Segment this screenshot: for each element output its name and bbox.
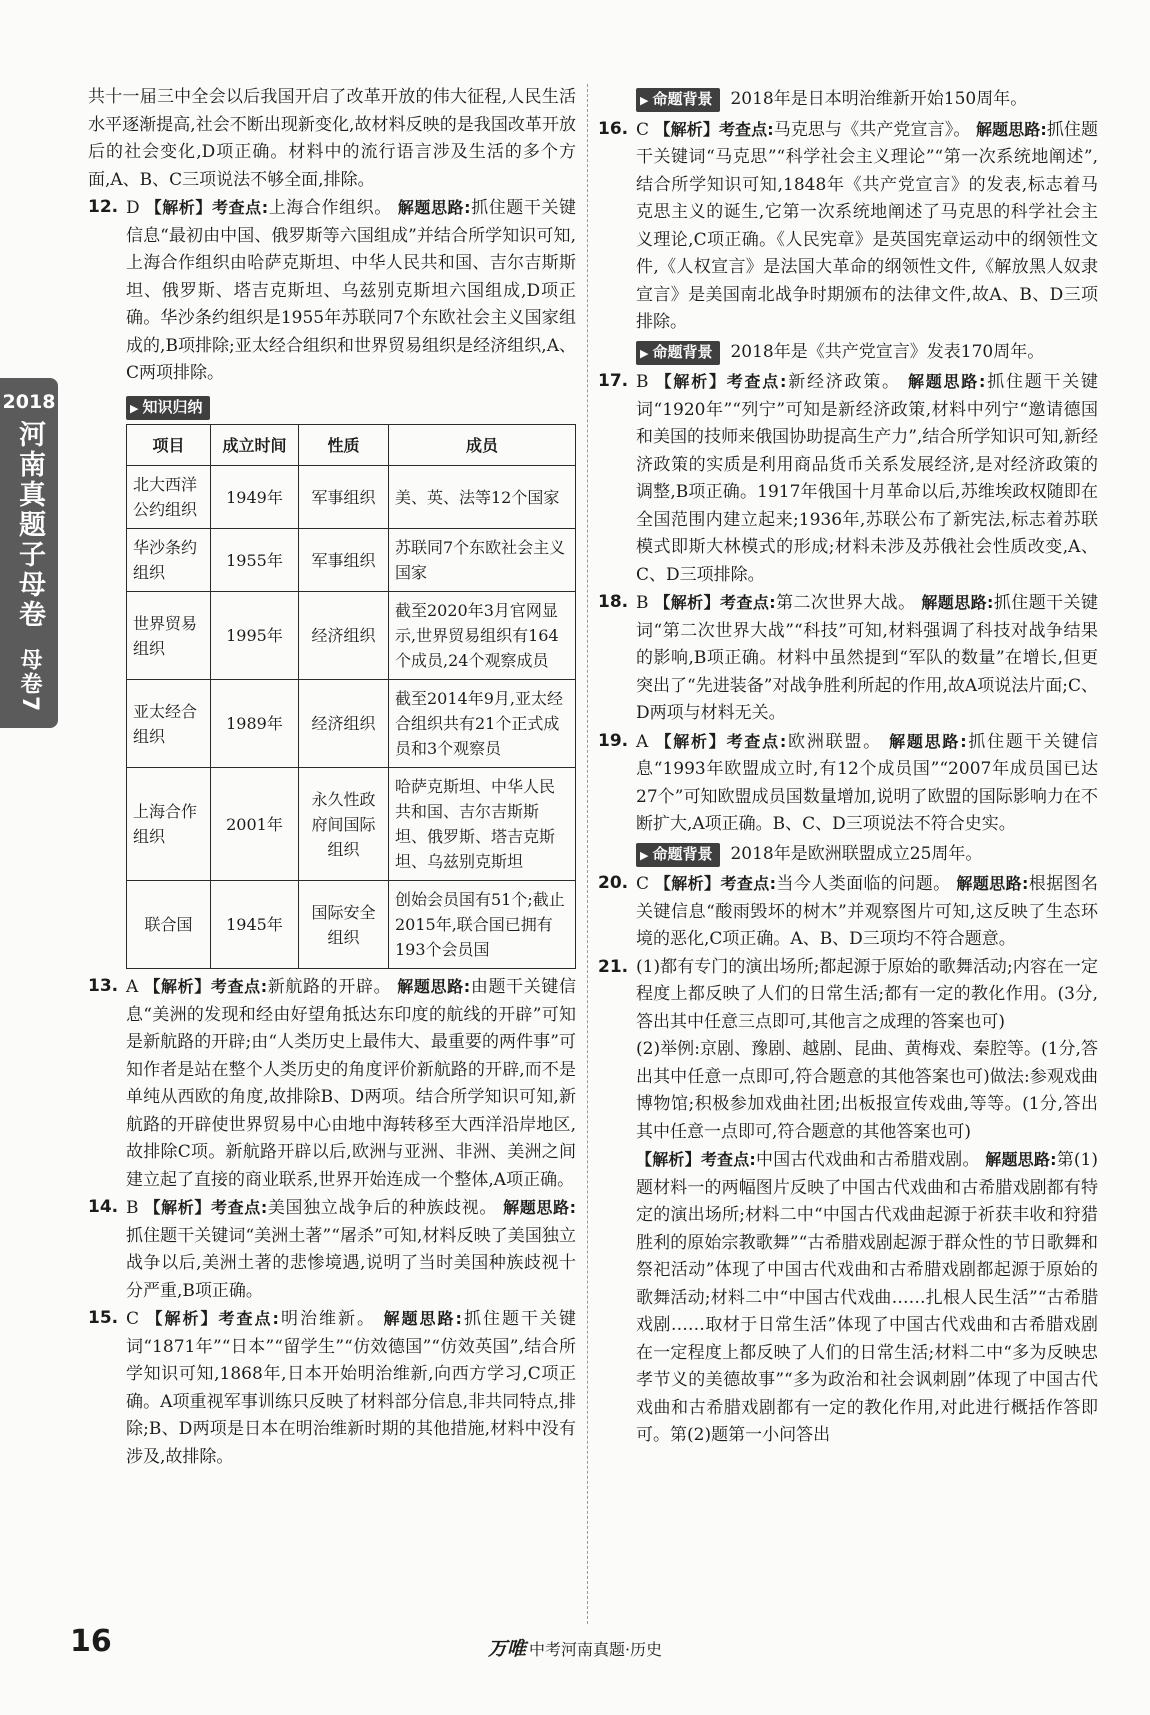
approach-label: 解题思路: xyxy=(397,198,471,217)
answer-13 xyxy=(88,973,576,1194)
table-cell: 1995年 xyxy=(211,592,299,680)
analysis-label: 【解析】 xyxy=(655,372,727,391)
table-cell: 军事组织 xyxy=(299,529,389,592)
question-number: 16. xyxy=(598,118,629,139)
approach-text: 抓住题干关键信息“1993年欧盟成立时,有12个成员国”“2007年成员国已达27个”可知欧盟成员国数量增加,说明了欧盟的国际影响力在不断扩大,A项正确。B、C、D三项说法不符合史实。 xyxy=(636,731,1099,834)
answer-15 xyxy=(88,1305,576,1471)
background-tag: ▶ 命题背景 xyxy=(636,341,720,365)
background-text: 2018年是日本明治维新开始150周年。 xyxy=(730,89,1028,109)
topic-label: 考查点: xyxy=(218,1309,279,1328)
table-cell: 华沙条约组织 xyxy=(127,529,211,592)
answer-choice: B xyxy=(636,372,649,392)
page-number: 16 xyxy=(70,1624,112,1659)
triangle-icon: ▶ xyxy=(640,848,649,862)
background-text: 2018年是欧洲联盟成立25周年。 xyxy=(730,843,983,864)
analysis-label: 【解析】 xyxy=(146,1309,219,1328)
answer-21-part-1: (1)都有专门的演出场所;都起源于原始的歌舞活动;内容在一定程度上都反映了人们的日常生活;都有一定的教化作用。(3分,答出其中任意三点即可,其他言之成理的答案也可) xyxy=(636,956,1098,1032)
background-tag: ▶ 命题背景 xyxy=(636,88,720,112)
topic-text: 马克思与《共产党宣言》。 xyxy=(773,119,971,140)
table-cell: 1955年 xyxy=(211,529,299,592)
answer-choice: C xyxy=(126,1309,140,1329)
topic-label: 考查点: xyxy=(720,593,776,612)
answer-choice: C xyxy=(636,874,650,894)
side-tab-subtitle: 母卷7 xyxy=(17,648,42,714)
answer-18 xyxy=(598,589,1098,728)
table-cell: 1949年 xyxy=(211,466,299,529)
topic-label: 考查点: xyxy=(211,198,269,217)
intro-paragraph: 共十一届三中全会以后我国开启了改革开放的伟大征程,人民生活水平逐渐提高,社会不断出现新变化,故材料反映的是我国改革开放后的社会变化,D项正确。材料中的流行语言涉及生活的多个方面,A、B、C三项说法不够全面,排除。 xyxy=(88,87,576,190)
table-row xyxy=(127,592,576,680)
table-cell: 永久性政府间国际组织 xyxy=(299,768,389,881)
table-header: 成员 xyxy=(389,425,576,466)
side-tab-year: 2018 xyxy=(2,391,56,413)
table-row xyxy=(127,680,576,768)
table-cell: 上海合作组织 xyxy=(127,768,211,881)
approach-label: 解题思路: xyxy=(907,372,986,391)
table-cell: 截至2014年9月,亚太经合组织共有21个正式成员和3个观察员 xyxy=(389,680,576,768)
answer-16 xyxy=(598,116,1098,337)
side-tab xyxy=(0,378,58,728)
analysis-label: 【解析】 xyxy=(144,1198,212,1217)
table-header: 成立时间 xyxy=(211,425,299,466)
question-number: 17. xyxy=(598,371,629,391)
answer-14 xyxy=(88,1194,576,1305)
knowledge-table xyxy=(126,424,576,969)
background-note-1 xyxy=(598,86,1098,114)
analysis-label: 【解析】 xyxy=(654,874,721,893)
approach-text: 根据图名关键信息“酸雨毁坏的树木”并观察图片可知,这反映了生态环境的恶化,C项正确。A、B、D三项均不符合题意。 xyxy=(636,874,1099,949)
topic-text: 中国古代戏曲和古希腊戏剧。 xyxy=(755,1150,980,1170)
topic-text: 欧洲联盟。 xyxy=(786,731,882,752)
question-number: 19. xyxy=(598,730,629,751)
background-note-2 xyxy=(598,339,1098,367)
table-row xyxy=(127,529,576,592)
topic-text: 第二次世界大战。 xyxy=(775,593,916,613)
right-column xyxy=(598,84,1098,1450)
table-cell: 世界贸易组织 xyxy=(127,592,211,680)
table-header: 性质 xyxy=(299,425,389,466)
table-cell: 国际安全组织 xyxy=(299,881,389,969)
answer-19 xyxy=(598,728,1098,839)
analysis-label: 【解析】 xyxy=(655,731,727,751)
approach-label: 解题思路: xyxy=(383,1309,462,1328)
analysis-label: 【解析】 xyxy=(654,593,721,612)
approach-text: 抓住题干关键词“美洲土著”“屠杀”可知,材料反映了美国独立战争以后,美洲土著的悲惨境遇,说明了当时美国种族歧视十分严重,B项正确。 xyxy=(126,1225,576,1301)
approach-text: 抓住题干关键词“第二次世界大战”“科技”可知,材料强调了科技对战争结果的影响,B项正确。材料中虽然提到“军队的数量”在增长,但更突出了“先进装备”对战争胜利所起的作用,故A项说法片面;C、D两项与材料无关。 xyxy=(636,593,1098,723)
analysis-label: 【解析】 xyxy=(145,198,212,217)
question-number: 14. xyxy=(88,1197,119,1217)
question-number: 21. xyxy=(598,956,629,977)
topic-text: 新航路的开辟。 xyxy=(267,977,392,997)
approach-text: 抓住题干关键词“1871年”“日本”“留学生”“仿效德国”“仿效英国”,结合所学知识可知,1868年,日本开始明治维新,向西方学习,C项正确。A项重视军事训练只反映了材料部分信息,非共同特点,排除;B、D两项是日本在明治维新时期的其他措施,材料中没有涉及,故排除。 xyxy=(126,1309,577,1467)
table-cell: 亚太经合组织 xyxy=(127,680,211,768)
answer-choice: A xyxy=(636,731,649,752)
background-tag: ▶ 命题背景 xyxy=(636,843,720,867)
topic-label: 考查点: xyxy=(211,1198,268,1217)
approach-label: 解题思路: xyxy=(889,731,967,751)
analysis-label: 【解析】 xyxy=(144,977,211,996)
table-row xyxy=(127,768,576,881)
table-cell: 2001年 xyxy=(211,768,299,881)
topic-label: 考查点: xyxy=(720,874,777,893)
topic-text: 明治维新。 xyxy=(278,1309,377,1329)
footer-brand xyxy=(0,1636,1150,1664)
table-cell: 截至2020年3月官网显示,世界贸易组织有164个成员,24个观察成员 xyxy=(389,592,576,680)
table-cell: 联合国 xyxy=(127,881,211,969)
table-cell: 哈萨克斯坦、中华人民共和国、吉尔吉斯斯坦、俄罗斯、塔吉克斯坦、乌兹别克斯坦 xyxy=(389,768,576,881)
table-cell: 1945年 xyxy=(211,881,299,969)
approach-label: 解题思路: xyxy=(921,593,994,612)
table-cell: 经济组织 xyxy=(299,592,389,680)
table-header-row xyxy=(127,425,576,466)
topic-text: 美国独立战争后的种族歧视。 xyxy=(267,1198,498,1218)
answer-choice: C xyxy=(636,119,650,140)
table-header: 项目 xyxy=(127,425,211,466)
topic-label: 考查点: xyxy=(210,977,268,996)
question-number: 20. xyxy=(598,873,629,893)
knowledge-tag: ▶ 知识归纳 xyxy=(126,396,210,420)
analysis-label: 【解析】 xyxy=(636,1150,701,1169)
approach-label: 解题思路: xyxy=(956,874,1029,893)
table-row xyxy=(127,466,576,529)
approach-text: 抓住题干关键词“1920年”“列宁”可知是新经济政策,材料中列宁“邀请德国和美国的技师来俄国协助提高生产力”,结合所学知识可知,新经济政策的实质是利用商品货币关系发展经济,是对经济政策的调整,B项正确。1917年俄国十月革命以后,苏维埃政权随即在全国范围内建立起来;1936年,苏联公布了新宪法,标志着苏联模式即斯大林模式的形成;材料未涉及苏俄社会性质改变,A、C、D三项排除。 xyxy=(636,372,1099,585)
table-cell: 北大西洋公约组织 xyxy=(127,466,211,529)
table-cell: 经济组织 xyxy=(299,680,389,768)
triangle-icon: ▶ xyxy=(640,346,649,360)
approach-label: 解题思路: xyxy=(503,1198,576,1217)
question-number: 18. xyxy=(598,592,629,612)
brand-logo: 万唯 xyxy=(487,1638,526,1660)
approach-text: 抓住题干关键词“马克思”“科学社会主义理论”“第一次系统地阐述”,结合所学知识可知,1848年《共产党宣言》的发表,标志着马克思主义的诞生,它第一次系统地阐述了马克思的科学社会主义理论,C项正确。《人民宪章》是英国宪章运动中的纲领性文件,《人权宣言》是法国大革命的纲领性文件,《解放黑人奴隶宣言》是美国南北战争时期颁布的法律文件,故A、B、D三项排除。 xyxy=(636,119,1099,332)
table-row xyxy=(127,881,576,969)
topic-label: 考查点: xyxy=(700,1150,756,1169)
question-number: 12. xyxy=(88,197,119,217)
triangle-icon: ▶ xyxy=(640,94,649,107)
answer-choice: B xyxy=(126,1198,139,1218)
analysis-label: 【解析】 xyxy=(654,119,719,139)
background-note-3 xyxy=(598,841,1098,869)
footer-title: 中考河南真题·历史 xyxy=(528,1640,663,1659)
topic-text: 上海合作组织。 xyxy=(268,198,392,218)
approach-text: 由题干关键信息“美洲的发现和经由好望角抵达东印度的航线的开辟”可知是新航路的开辟;由“人类历史上最伟大、最重要的两件事”可知作者是站在整个人类历史的角度评价新航路的开辟,而不是单纯从西欧的角度,故排除B、D两项。结合所学知识可知,新航路的开辟使世界贸易中心由地中海转移至大西洋沿岸地区,故排除C项。新航路开辟以后,欧洲与亚洲、非洲、美洲之间建立起了直接的商业联系,世界开始连成一个整体,A项正确。 xyxy=(126,977,576,1190)
answer-choice: B xyxy=(636,593,649,613)
knowledge-summary-heading xyxy=(126,394,576,422)
side-tab-title: 河南真题子母卷 xyxy=(14,420,45,630)
topic-text: 新经济政策。 xyxy=(786,372,901,392)
approach-label: 解题思路: xyxy=(397,977,471,996)
approach-label: 解题思路: xyxy=(975,119,1047,139)
table-cell: 创始会员国有51个;截止2015年,联合国已拥有193个会员国 xyxy=(389,881,576,969)
answer-21 xyxy=(598,954,1098,1450)
table-cell: 军事组织 xyxy=(299,466,389,529)
question-number: 15. xyxy=(88,1308,119,1328)
left-column xyxy=(88,84,576,1471)
approach-label: 解题思路: xyxy=(985,1150,1057,1169)
answer-choice: D xyxy=(126,198,140,218)
answer-20 xyxy=(598,870,1098,954)
topic-label: 考查点: xyxy=(718,119,774,139)
approach-text: 抓住题干关键信息“最初由中国、俄罗斯等六国组成”并结合所学知识可知,上海合作组织由哈萨克斯坦、中华人民共和国、吉尔吉斯斯坦、俄罗斯、塔吉克斯坦、乌兹别克斯坦六国组成,D项正确。华沙条约组织是1955年苏联同7个东欧社会主义国家组成的,B项排除;亚太经合组织和世界贸易组织是经济组织,A、C两项排除。 xyxy=(126,198,577,383)
topic-text: 当今人类面临的问题。 xyxy=(776,874,951,894)
table-cell: 美、英、法等12个国家 xyxy=(389,466,576,529)
answer-21-part-2: (2)举例:京剧、豫剧、越剧、昆曲、黄梅戏、秦腔等。(1分,答出其中任意一点即可,符合题意的其他答案也可)做法:参观戏曲博物馆;积极参加戏曲社团;出板报宣传戏曲,等等。(1分,答出其中任意一点即可,符合题意的其他答案也可) xyxy=(636,1039,1098,1142)
approach-text: 第(1)题材料一的两幅图片反映了中国古代戏曲和古希腊戏剧都有特定的演出场所;材料二中“中国古代戏曲起源于祈获丰收和狩猎胜利的原始宗教歌舞”“古希腊戏剧起源于群众性的节日歌舞和祭祀活动”体现了中国古代戏曲和古希腊戏剧都起源于原始的歌舞活动;材料二中“中国古代戏曲……扎根人民生活”“古希腊戏剧……取材于日常生活”体现了中国古代戏曲和古希腊戏剧在一定程度上都反映了人们的日常生活;材料二中“多为反映忠孝节义的美德故事”“多为政治和社会讽刺剧”体现了中国古代戏曲和古希腊戏剧都有一定的教化作用,对此进行概括作答即可。第(2)题第一小问答出 xyxy=(636,1150,1098,1445)
table-cell: 1989年 xyxy=(211,680,299,768)
background-text: 2018年是《共产党宣言》发表170周年。 xyxy=(730,341,1045,362)
triangle-icon: ▶ xyxy=(130,401,139,415)
topic-label: 考查点: xyxy=(726,372,787,391)
answer-choice: A xyxy=(126,977,139,997)
answer-12 xyxy=(88,194,576,388)
question-number: 13. xyxy=(88,976,119,996)
column-divider xyxy=(587,84,588,1624)
answer-17 xyxy=(598,368,1098,589)
table-cell: 苏联同7个东欧社会主义国家 xyxy=(389,529,576,592)
topic-label: 考查点: xyxy=(726,731,787,751)
